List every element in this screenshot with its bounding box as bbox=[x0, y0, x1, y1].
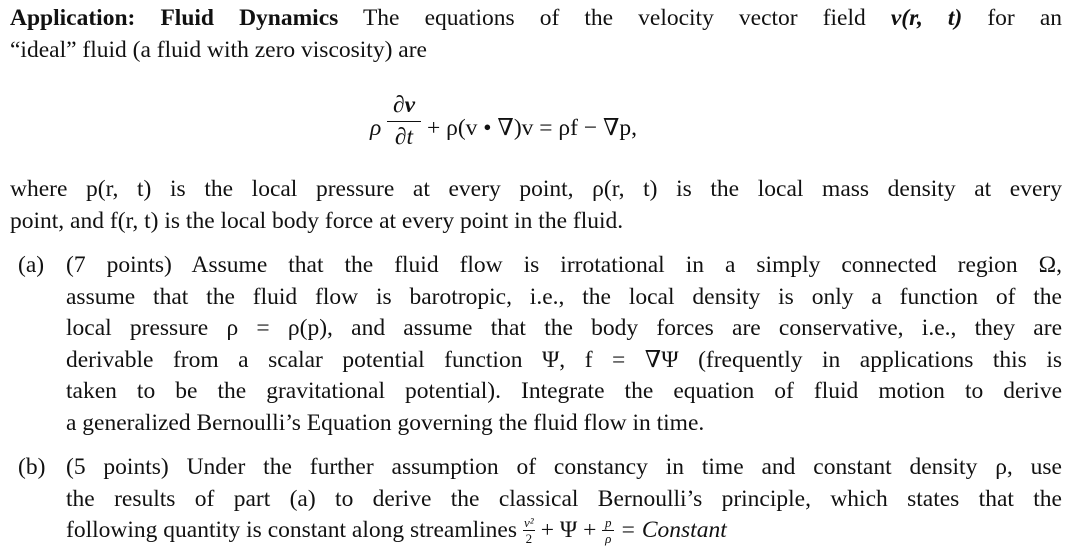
definitions-line-1: where p(r, t) is the local pressure at every point, ρ(r, t) is the local mass density at every bbox=[10, 176, 1062, 202]
part-a-line: taken to be the gravitational potential). Integrate the equation of fluid motion to derive bbox=[66, 378, 1062, 404]
part-a bbox=[18, 250, 1062, 439]
application-label: Application: bbox=[10, 5, 136, 31]
intro-text: The equations of the velocity vector field bbox=[362, 5, 866, 31]
part-b bbox=[18, 452, 1062, 547]
topic-title: Fluid Dynamics bbox=[160, 5, 339, 31]
potential-term: + Ψ + bbox=[540, 517, 597, 543]
kinetic-numerator: v² bbox=[524, 515, 534, 530]
header-line-2: “ideal” fluid (a fluid with zero viscosity) are bbox=[10, 36, 427, 63]
fraction-denominator: ∂t bbox=[394, 124, 414, 150]
part-a-label: (a) bbox=[18, 252, 45, 278]
part-a-body bbox=[66, 250, 1062, 439]
euler-equation bbox=[370, 90, 730, 160]
part-a-line: derivable from a scalar potential function Ψ, f = ∇Ψ (frequently in applications this is bbox=[66, 346, 1062, 373]
part-a-line: (7 points) Assume that the fluid flow is irrotational in a simply connected region Ω, bbox=[66, 252, 1062, 278]
equation-coefficient: ρ bbox=[370, 115, 382, 141]
definitions-line-2: point, and f(r, t) is the local body force at every point in the fluid. bbox=[10, 207, 624, 234]
part-b-label: (b) bbox=[18, 454, 46, 480]
fraction-numerator: ∂v bbox=[392, 92, 416, 118]
equation-rest: + ρ(v • ∇)v = ρf − ∇p, bbox=[427, 115, 637, 141]
pressure-numerator: p bbox=[602, 516, 614, 531]
problem-header bbox=[10, 3, 1062, 66]
part-b-line-text: following quantity is constant along streamlines bbox=[66, 517, 517, 543]
header-line-1 bbox=[10, 3, 1062, 35]
time-derivative-fraction bbox=[387, 90, 421, 152]
part-b-line: the results of part (a) to derive the classical Bernoulli’s principle, which states that the bbox=[66, 485, 1062, 512]
part-a-line: a generalized Bernoulli’s Equation governing the fluid flow in time. bbox=[66, 409, 705, 436]
intro-end: for an bbox=[987, 5, 1063, 31]
part-b-body bbox=[66, 452, 1062, 547]
kinetic-term-fraction bbox=[523, 516, 535, 545]
part-a-line: assume that the fluid flow is barotropic, i.e., the local density is only a function of the bbox=[66, 283, 1062, 310]
pressure-term-fraction bbox=[602, 516, 614, 545]
definitions-paragraph bbox=[10, 174, 1062, 237]
part-b-line-final bbox=[66, 515, 1062, 547]
pressure-denominator: ρ bbox=[605, 531, 612, 546]
kinetic-denominator: 2 bbox=[525, 531, 533, 546]
velocity-field-symbol: v(r, t) bbox=[890, 5, 963, 31]
part-a-line: local pressure ρ = ρ(p), and assume that the body forces are conservative, i.e., they are bbox=[66, 315, 1062, 341]
part-b-line: (5 points) Under the further assumption of constancy in time and constant density ρ, use bbox=[66, 454, 1062, 480]
constant-term: = Constant bbox=[620, 517, 727, 543]
